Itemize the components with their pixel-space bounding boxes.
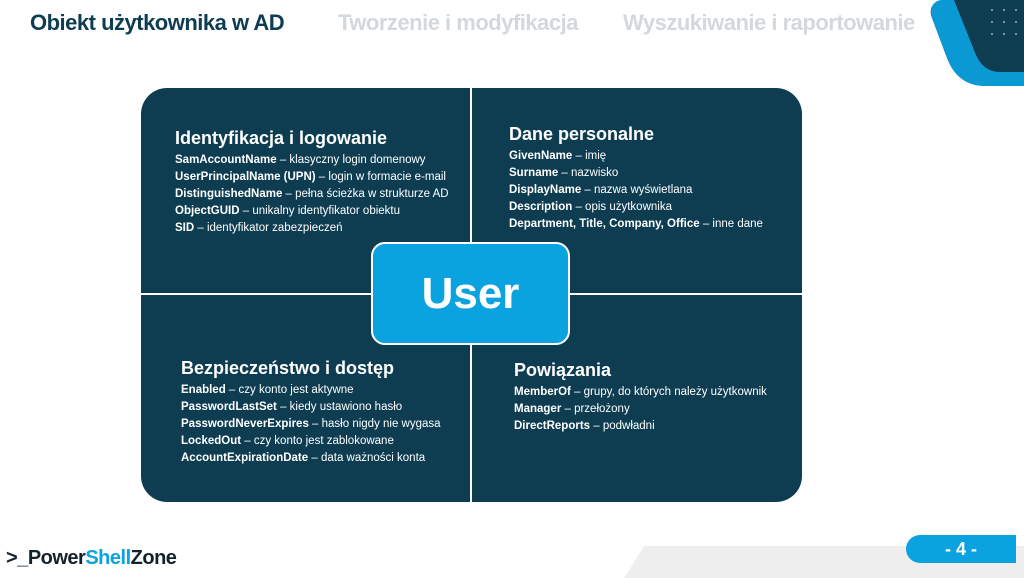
tab-bar (30, 10, 915, 42)
attribute-line: PasswordNeverExpires – hasło nigdy nie wygasa (181, 418, 441, 430)
attribute-line: ObjectGUID – unikalny identyfikator obiektu (175, 205, 401, 217)
attribute-line: PasswordLastSet – kiedy ustawiono hasło (181, 401, 403, 413)
attribute-line: Surname – nazwisko (509, 167, 619, 179)
quadrant-title: Identyfikacja i logowanie (175, 128, 388, 148)
attribute-line: DirectReports – podwładni (514, 420, 655, 432)
attribute-line: SamAccountName – klasyczny login domenowy (175, 154, 426, 166)
attribute-line: LockedOut – czy konto jest zablokowane (181, 435, 394, 447)
quadrant-title: Powiązania (514, 360, 612, 380)
tab-tworzenie[interactable]: Tworzenie i modyfikacja (338, 10, 578, 35)
quadrant-title: Dane personalne (509, 124, 655, 144)
attribute-line: Department, Title, Company, Office – inne dane (509, 218, 763, 230)
quadrant-personal-data (509, 124, 763, 233)
quadrant-security (181, 358, 441, 467)
user-center-box: User (371, 242, 570, 345)
attribute-line: DisplayName – nazwa wyświetlana (509, 184, 693, 196)
attribute-line: AccountExpirationDate – data ważności konta (181, 452, 426, 464)
corner-decoration (914, 0, 1024, 86)
attribute-line: GivenName – imię (509, 150, 607, 162)
quadrant-relations (514, 360, 767, 435)
tab-obiekt-uzytkownika[interactable]: Obiekt użytkownika w AD (30, 10, 285, 35)
powershellzone-logo: >_PowerShellZone (6, 547, 177, 569)
attribute-line: UserPrincipalName (UPN) – login w formacie e-mail (175, 171, 446, 183)
quadrant-title: Bezpieczeństwo i dostęp (181, 358, 395, 378)
attribute-line: Description – opis użytkownika (509, 201, 672, 213)
attribute-line: DistinguishedName – pełna ścieżka w strukturze AD (175, 188, 449, 200)
attribute-line: Enabled – czy konto jest aktywne (181, 384, 354, 396)
attribute-line: Manager – przełożony (514, 403, 630, 415)
quadrant-identification (175, 128, 449, 237)
tab-wyszukiwanie[interactable]: Wyszukiwanie i raportowanie (623, 10, 915, 35)
attribute-line: SID – identyfikator zabezpieczeń (175, 222, 343, 234)
page-number-badge: - 4 - (906, 535, 1016, 563)
attribute-line: MemberOf – grupy, do których należy użytkownik (514, 386, 767, 398)
